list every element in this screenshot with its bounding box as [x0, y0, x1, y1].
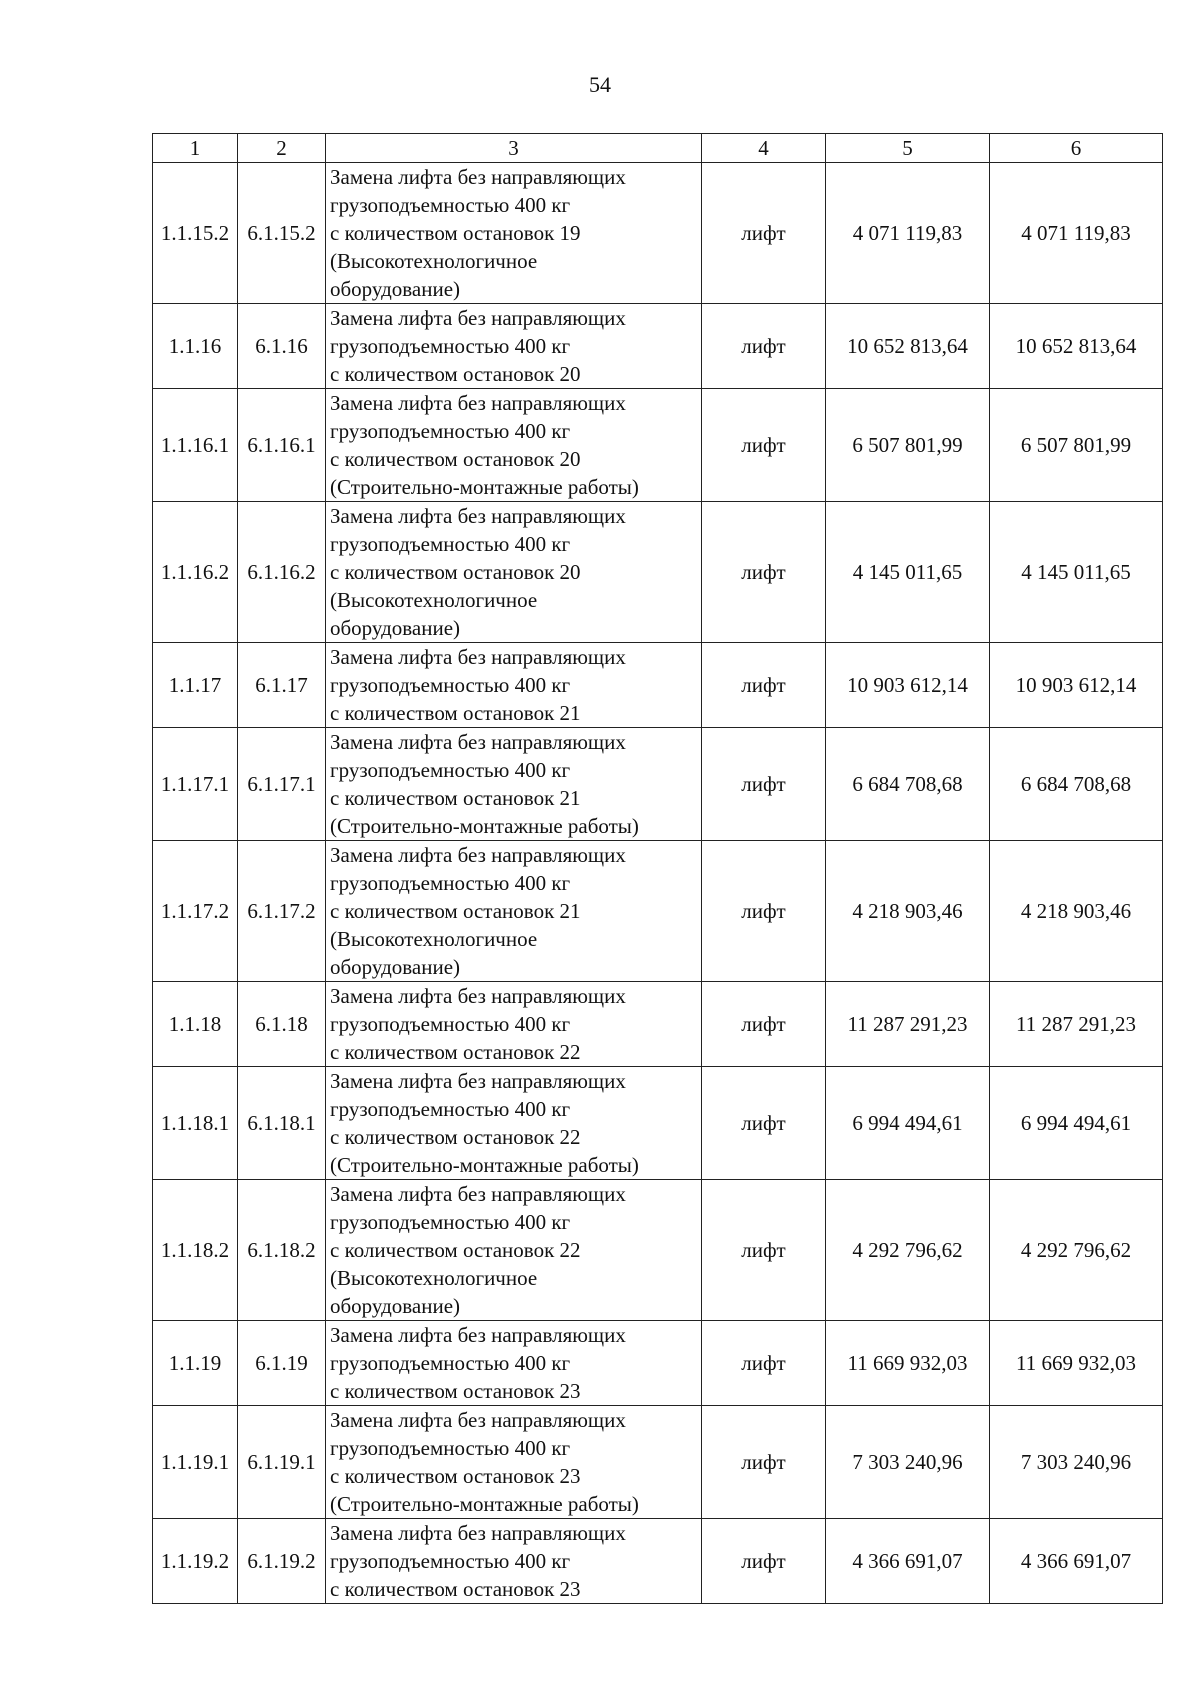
- row-value-6: 4 292 796,62: [990, 1180, 1163, 1321]
- row-value-5: 11 669 932,03: [826, 1321, 990, 1406]
- row-value-5: 4 071 119,83: [826, 163, 990, 304]
- description-line: с количеством остановок 22: [330, 1040, 581, 1064]
- description-line: Замена лифта без направляющих: [330, 165, 626, 189]
- row-value-5: 7 303 240,96: [826, 1406, 990, 1519]
- description-line: с количеством остановок 22: [330, 1125, 581, 1149]
- row-code-1: 1.1.19.1: [153, 1406, 238, 1519]
- table-row: [153, 643, 1163, 728]
- row-code-1: 1.1.16.1: [153, 389, 238, 502]
- row-description: [326, 502, 702, 643]
- row-value-6: 4 366 691,07: [990, 1519, 1163, 1604]
- table-row: [153, 163, 1163, 304]
- page-number: 54: [589, 72, 611, 97]
- row-code-1: 1.1.19: [153, 1321, 238, 1406]
- row-value-6: 7 303 240,96: [990, 1406, 1163, 1519]
- row-value-6: 6 684 708,68: [990, 728, 1163, 841]
- column-header-6: 6: [990, 134, 1163, 163]
- description-line: с количеством остановок 20: [330, 447, 581, 471]
- row-code-1: 1.1.17: [153, 643, 238, 728]
- description-line: (Высокотехнологичное: [330, 1266, 538, 1290]
- description-line: Замена лифта без направляющих: [330, 1323, 626, 1347]
- row-code-2: 6.1.17.1: [238, 728, 326, 841]
- description-line: грузоподъемностью 400 кг: [330, 871, 571, 895]
- row-description: [326, 1067, 702, 1180]
- description-line: (Высокотехнологичное: [330, 588, 538, 612]
- description-line: грузоподъемностью 400 кг: [330, 1097, 571, 1121]
- row-value-6: 11 669 932,03: [990, 1321, 1163, 1406]
- row-code-2: 6.1.16.1: [238, 389, 326, 502]
- row-code-1: 1.1.16: [153, 304, 238, 389]
- row-value-5: 6 507 801,99: [826, 389, 990, 502]
- row-description: [326, 389, 702, 502]
- description-line: грузоподъемностью 400 кг: [330, 1436, 571, 1460]
- row-description: [326, 1519, 702, 1604]
- row-code-2: 6.1.19.2: [238, 1519, 326, 1604]
- cost-table: [152, 133, 1163, 1604]
- description-line: Замена лифта без направляющих: [330, 730, 626, 754]
- row-value-6: 6 507 801,99: [990, 389, 1163, 502]
- row-code-2: 6.1.18.1: [238, 1067, 326, 1180]
- row-unit: лифт: [702, 1321, 826, 1406]
- row-code-2: 6.1.18.2: [238, 1180, 326, 1321]
- description-line: Замена лифта без направляющих: [330, 645, 626, 669]
- row-code-2: 6.1.15.2: [238, 163, 326, 304]
- row-value-6: 6 994 494,61: [990, 1067, 1163, 1180]
- table-row: [153, 1180, 1163, 1321]
- row-unit: лифт: [702, 1519, 826, 1604]
- row-description: [326, 982, 702, 1067]
- row-description: [326, 1406, 702, 1519]
- row-value-5: 11 287 291,23: [826, 982, 990, 1067]
- row-description: [326, 1321, 702, 1406]
- row-unit: лифт: [702, 1067, 826, 1180]
- description-line: с количеством остановок 23: [330, 1577, 581, 1601]
- description-line: (Строительно-монтажные работы): [330, 475, 639, 499]
- row-code-1: 1.1.17.1: [153, 728, 238, 841]
- row-description: [326, 1180, 702, 1321]
- description-line: Замена лифта без направляющих: [330, 1408, 626, 1432]
- table-row: [153, 304, 1163, 389]
- description-line: Замена лифта без направляющих: [330, 1069, 626, 1093]
- description-line: Замена лифта без направляющих: [330, 1521, 626, 1545]
- row-unit: лифт: [702, 728, 826, 841]
- row-description: [326, 163, 702, 304]
- description-line: грузоподъемностью 400 кг: [330, 532, 571, 556]
- row-description: [326, 728, 702, 841]
- column-header-4: 4: [702, 134, 826, 163]
- row-code-2: 6.1.16: [238, 304, 326, 389]
- row-unit: лифт: [702, 502, 826, 643]
- description-line: с количеством остановок 23: [330, 1379, 581, 1403]
- column-header-5: 5: [826, 134, 990, 163]
- row-value-5: 4 366 691,07: [826, 1519, 990, 1604]
- column-header-3: 3: [326, 134, 702, 163]
- row-unit: лифт: [702, 163, 826, 304]
- row-code-1: 1.1.16.2: [153, 502, 238, 643]
- description-line: оборудование): [330, 1294, 461, 1318]
- description-line: с количеством остановок 21: [330, 899, 581, 923]
- row-value-6: 4 145 011,65: [990, 502, 1163, 643]
- description-line: с количеством остановок 21: [330, 786, 581, 810]
- row-code-2: 6.1.19.1: [238, 1406, 326, 1519]
- row-code-2: 6.1.16.2: [238, 502, 326, 643]
- table-row: [153, 1067, 1163, 1180]
- description-line: оборудование): [330, 955, 461, 979]
- description-line: Замена лифта без направляющих: [330, 843, 626, 867]
- description-line: оборудование): [330, 616, 461, 640]
- row-description: [326, 643, 702, 728]
- description-line: грузоподъемностью 400 кг: [330, 758, 571, 782]
- description-line: грузоподъемностью 400 кг: [330, 334, 571, 358]
- header-row: [153, 134, 1163, 163]
- description-line: с количеством остановок 23: [330, 1464, 581, 1488]
- row-unit: лифт: [702, 841, 826, 982]
- table-row: [153, 982, 1163, 1067]
- description-line: оборудование): [330, 277, 461, 301]
- row-unit: лифт: [702, 304, 826, 389]
- description-line: грузоподъемностью 400 кг: [330, 1210, 571, 1234]
- description-line: (Строительно-монтажные работы): [330, 814, 639, 838]
- description-line: Замена лифта без направляющих: [330, 1182, 626, 1206]
- table-row: [153, 1519, 1163, 1604]
- description-line: (Строительно-монтажные работы): [330, 1153, 639, 1177]
- column-header-2: 2: [238, 134, 326, 163]
- description-line: (Высокотехнологичное: [330, 927, 538, 951]
- row-value-6: 4 071 119,83: [990, 163, 1163, 304]
- description-line: Замена лифта без направляющих: [330, 306, 626, 330]
- table-row: [153, 841, 1163, 982]
- description-line: с количеством остановок 20: [330, 362, 581, 386]
- row-description: [326, 304, 702, 389]
- table-body: [153, 163, 1163, 1604]
- description-line: Замена лифта без направляющих: [330, 391, 626, 415]
- row-code-2: 6.1.19: [238, 1321, 326, 1406]
- description-line: Замена лифта без направляющих: [330, 504, 626, 528]
- description-line: грузоподъемностью 400 кг: [330, 1012, 571, 1036]
- description-line: (Высокотехнологичное: [330, 249, 538, 273]
- table-row: [153, 502, 1163, 643]
- row-unit: лифт: [702, 982, 826, 1067]
- description-line: грузоподъемностью 400 кг: [330, 673, 571, 697]
- description-line: с количеством остановок 19: [330, 221, 581, 245]
- row-code-1: 1.1.18.2: [153, 1180, 238, 1321]
- row-description: [326, 841, 702, 982]
- row-value-6: 4 218 903,46: [990, 841, 1163, 982]
- table-row: [153, 1406, 1163, 1519]
- row-code-1: 1.1.15.2: [153, 163, 238, 304]
- row-unit: лифт: [702, 643, 826, 728]
- description-line: Замена лифта без направляющих: [330, 984, 626, 1008]
- description-line: грузоподъемностью 400 кг: [330, 419, 571, 443]
- description-line: с количеством остановок 21: [330, 701, 581, 725]
- row-unit: лифт: [702, 1406, 826, 1519]
- description-line: с количеством остановок 20: [330, 560, 581, 584]
- table-header: [153, 134, 1163, 163]
- row-value-5: 4 145 011,65: [826, 502, 990, 643]
- row-value-6: 10 652 813,64: [990, 304, 1163, 389]
- row-unit: лифт: [702, 1180, 826, 1321]
- row-value-5: 6 994 494,61: [826, 1067, 990, 1180]
- row-value-5: 4 218 903,46: [826, 841, 990, 982]
- row-code-2: 6.1.17.2: [238, 841, 326, 982]
- row-code-2: 6.1.18: [238, 982, 326, 1067]
- row-unit: лифт: [702, 389, 826, 502]
- row-code-1: 1.1.17.2: [153, 841, 238, 982]
- table-row: [153, 1321, 1163, 1406]
- row-value-5: 10 903 612,14: [826, 643, 990, 728]
- row-value-5: 10 652 813,64: [826, 304, 990, 389]
- description-line: грузоподъемностью 400 кг: [330, 1549, 571, 1573]
- table-row: [153, 728, 1163, 841]
- row-value-6: 11 287 291,23: [990, 982, 1163, 1067]
- row-value-6: 10 903 612,14: [990, 643, 1163, 728]
- table-row: [153, 389, 1163, 502]
- description-line: с количеством остановок 22: [330, 1238, 581, 1262]
- row-code-1: 1.1.18: [153, 982, 238, 1067]
- row-code-1: 1.1.19.2: [153, 1519, 238, 1604]
- description-line: грузоподъемностью 400 кг: [330, 193, 571, 217]
- row-value-5: 6 684 708,68: [826, 728, 990, 841]
- description-line: (Строительно-монтажные работы): [330, 1492, 639, 1516]
- row-code-1: 1.1.18.1: [153, 1067, 238, 1180]
- row-value-5: 4 292 796,62: [826, 1180, 990, 1321]
- column-header-1: 1: [153, 134, 238, 163]
- description-line: грузоподъемностью 400 кг: [330, 1351, 571, 1375]
- row-code-2: 6.1.17: [238, 643, 326, 728]
